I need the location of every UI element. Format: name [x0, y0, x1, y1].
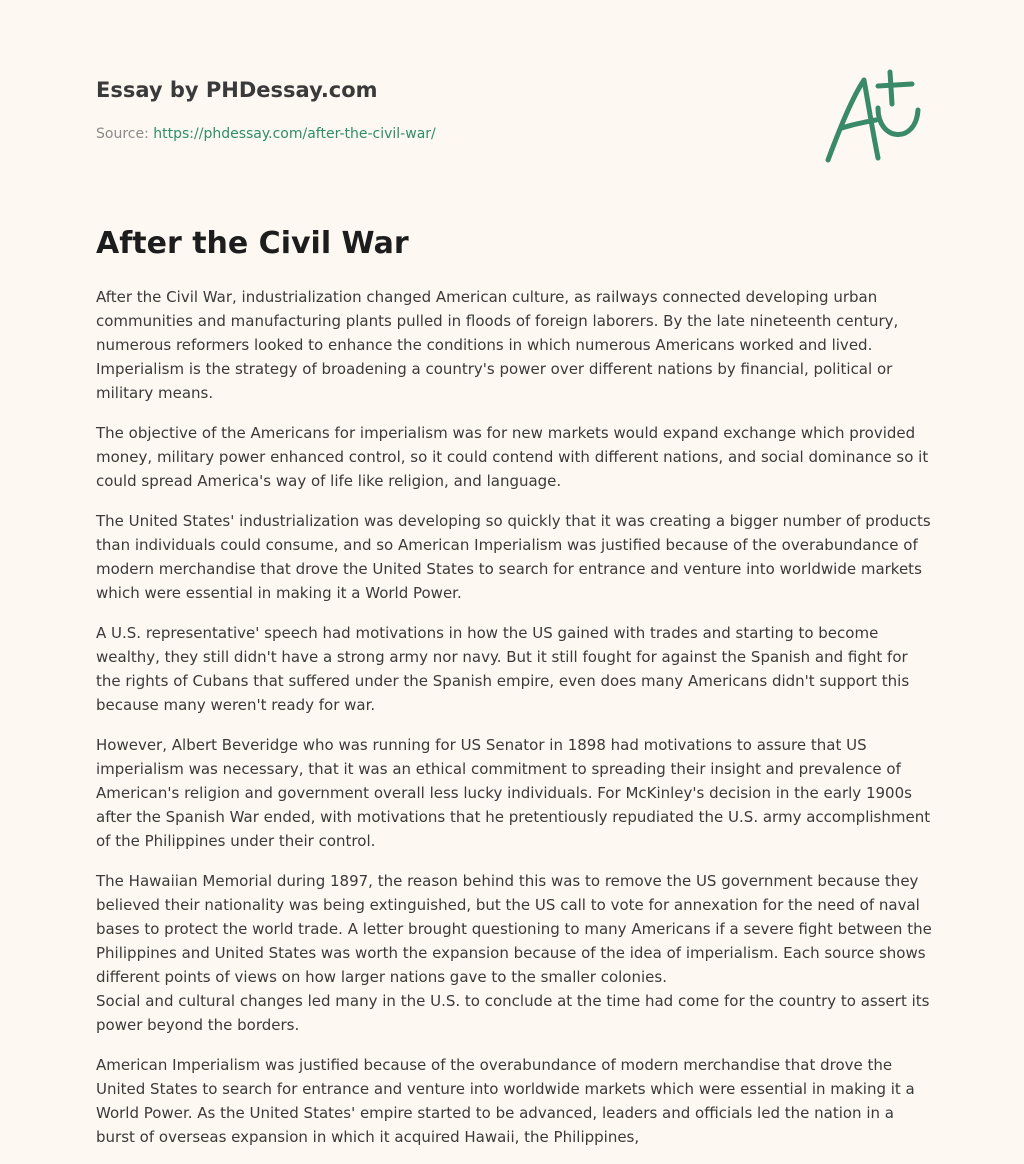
essay-paragraph-5: However, Albert Beveridge who was running for US Senator in 1898 had motivations to assure that US imperialism was necessary, that it was an ethical commitment to spreading their insight and prevalence of American's religion and government overall less lucky individuals. For McKinley's decision in the early 1900s after the Spanish War ended, with motivations that he pretentiously repudiated the U.S. army accomplishment of the Philippines under their control. [96, 736, 931, 850]
essay-title: After the Civil War [96, 226, 409, 261]
source-link[interactable]: https://phdessay.com/after-the-civil-war/ [153, 126, 436, 142]
essay-body [96, 285, 932, 1164]
essay-paragraph-4: A U.S. representative' speech had motivations in how the US gained with trades and starting to become wealthy, they still didn't have a strong army nor navy. But it still fought for against the Spanish and fight for the rights of Cubans that suffered under the Spanish empire, even does many Americans didn't support this because many weren't ready for war. [96, 624, 910, 714]
a-plus-icon [818, 66, 930, 166]
brand-title: Essay by PHDessay.com [96, 78, 378, 102]
source-label: Source: [96, 126, 149, 142]
essay-header [96, 76, 796, 144]
essay-paragraph-7: Social and cultural changes led many in the U.S. to conclude at the time had come for the country to assert its power beyond the borders. [96, 992, 930, 1034]
essay-paragraph-8: American Imperialism was justified because of the overabundance of modern merchandise that drove the United States to search for entrance and venture into worldwide markets which were essential in making it a World Power. As the United States' empire started to be advanced, leaders and officials led the nation in a burst of overseas expansion in which it acquired Hawaii, the Philippines, [96, 1056, 915, 1146]
essay-paragraph-2: The objective of the Americans for imperialism was for new markets would expand exchange which provided money, military power enhanced control, so it could contend with different nations, and social dominance so it could spread America's way of life like religion, and language. [96, 424, 929, 490]
essay-paragraph-1: After the Civil War, industrialization changed American culture, as railways connected developing urban communities and manufacturing plants pulled in floods of foreign laborers. By the late nineteenth century, numerous reformers looked to enhance the conditions in which numerous Americans worked and lived. Imperialism is the strategy of broadening a country's power over different nations by financial, political or military means. [96, 288, 899, 402]
essay-paragraph-6: The Hawaiian Memorial during 1897, the reason behind this was to remove the US government because they believed their nationality was being extinguished, but the US call to vote for annexation for the need of naval bases to protect the world trade. A letter brought questioning to many Americans if a severe fight between the Philippines and United States was worth the expansion because of the idea of imperialism. Each source shows different points of views on how larger nations gave to the smaller colonies. [96, 872, 932, 986]
essay-paragraph-3: The United States' industrialization was developing so quickly that it was creating a bigger number of products than individuals could consume, and so American Imperialism was justified because of the overabundance of modern merchandise that drove the United States to search for entrance and venture into worldwide markets which were essential in making it a World Power. [96, 512, 931, 602]
source-line [96, 124, 796, 144]
